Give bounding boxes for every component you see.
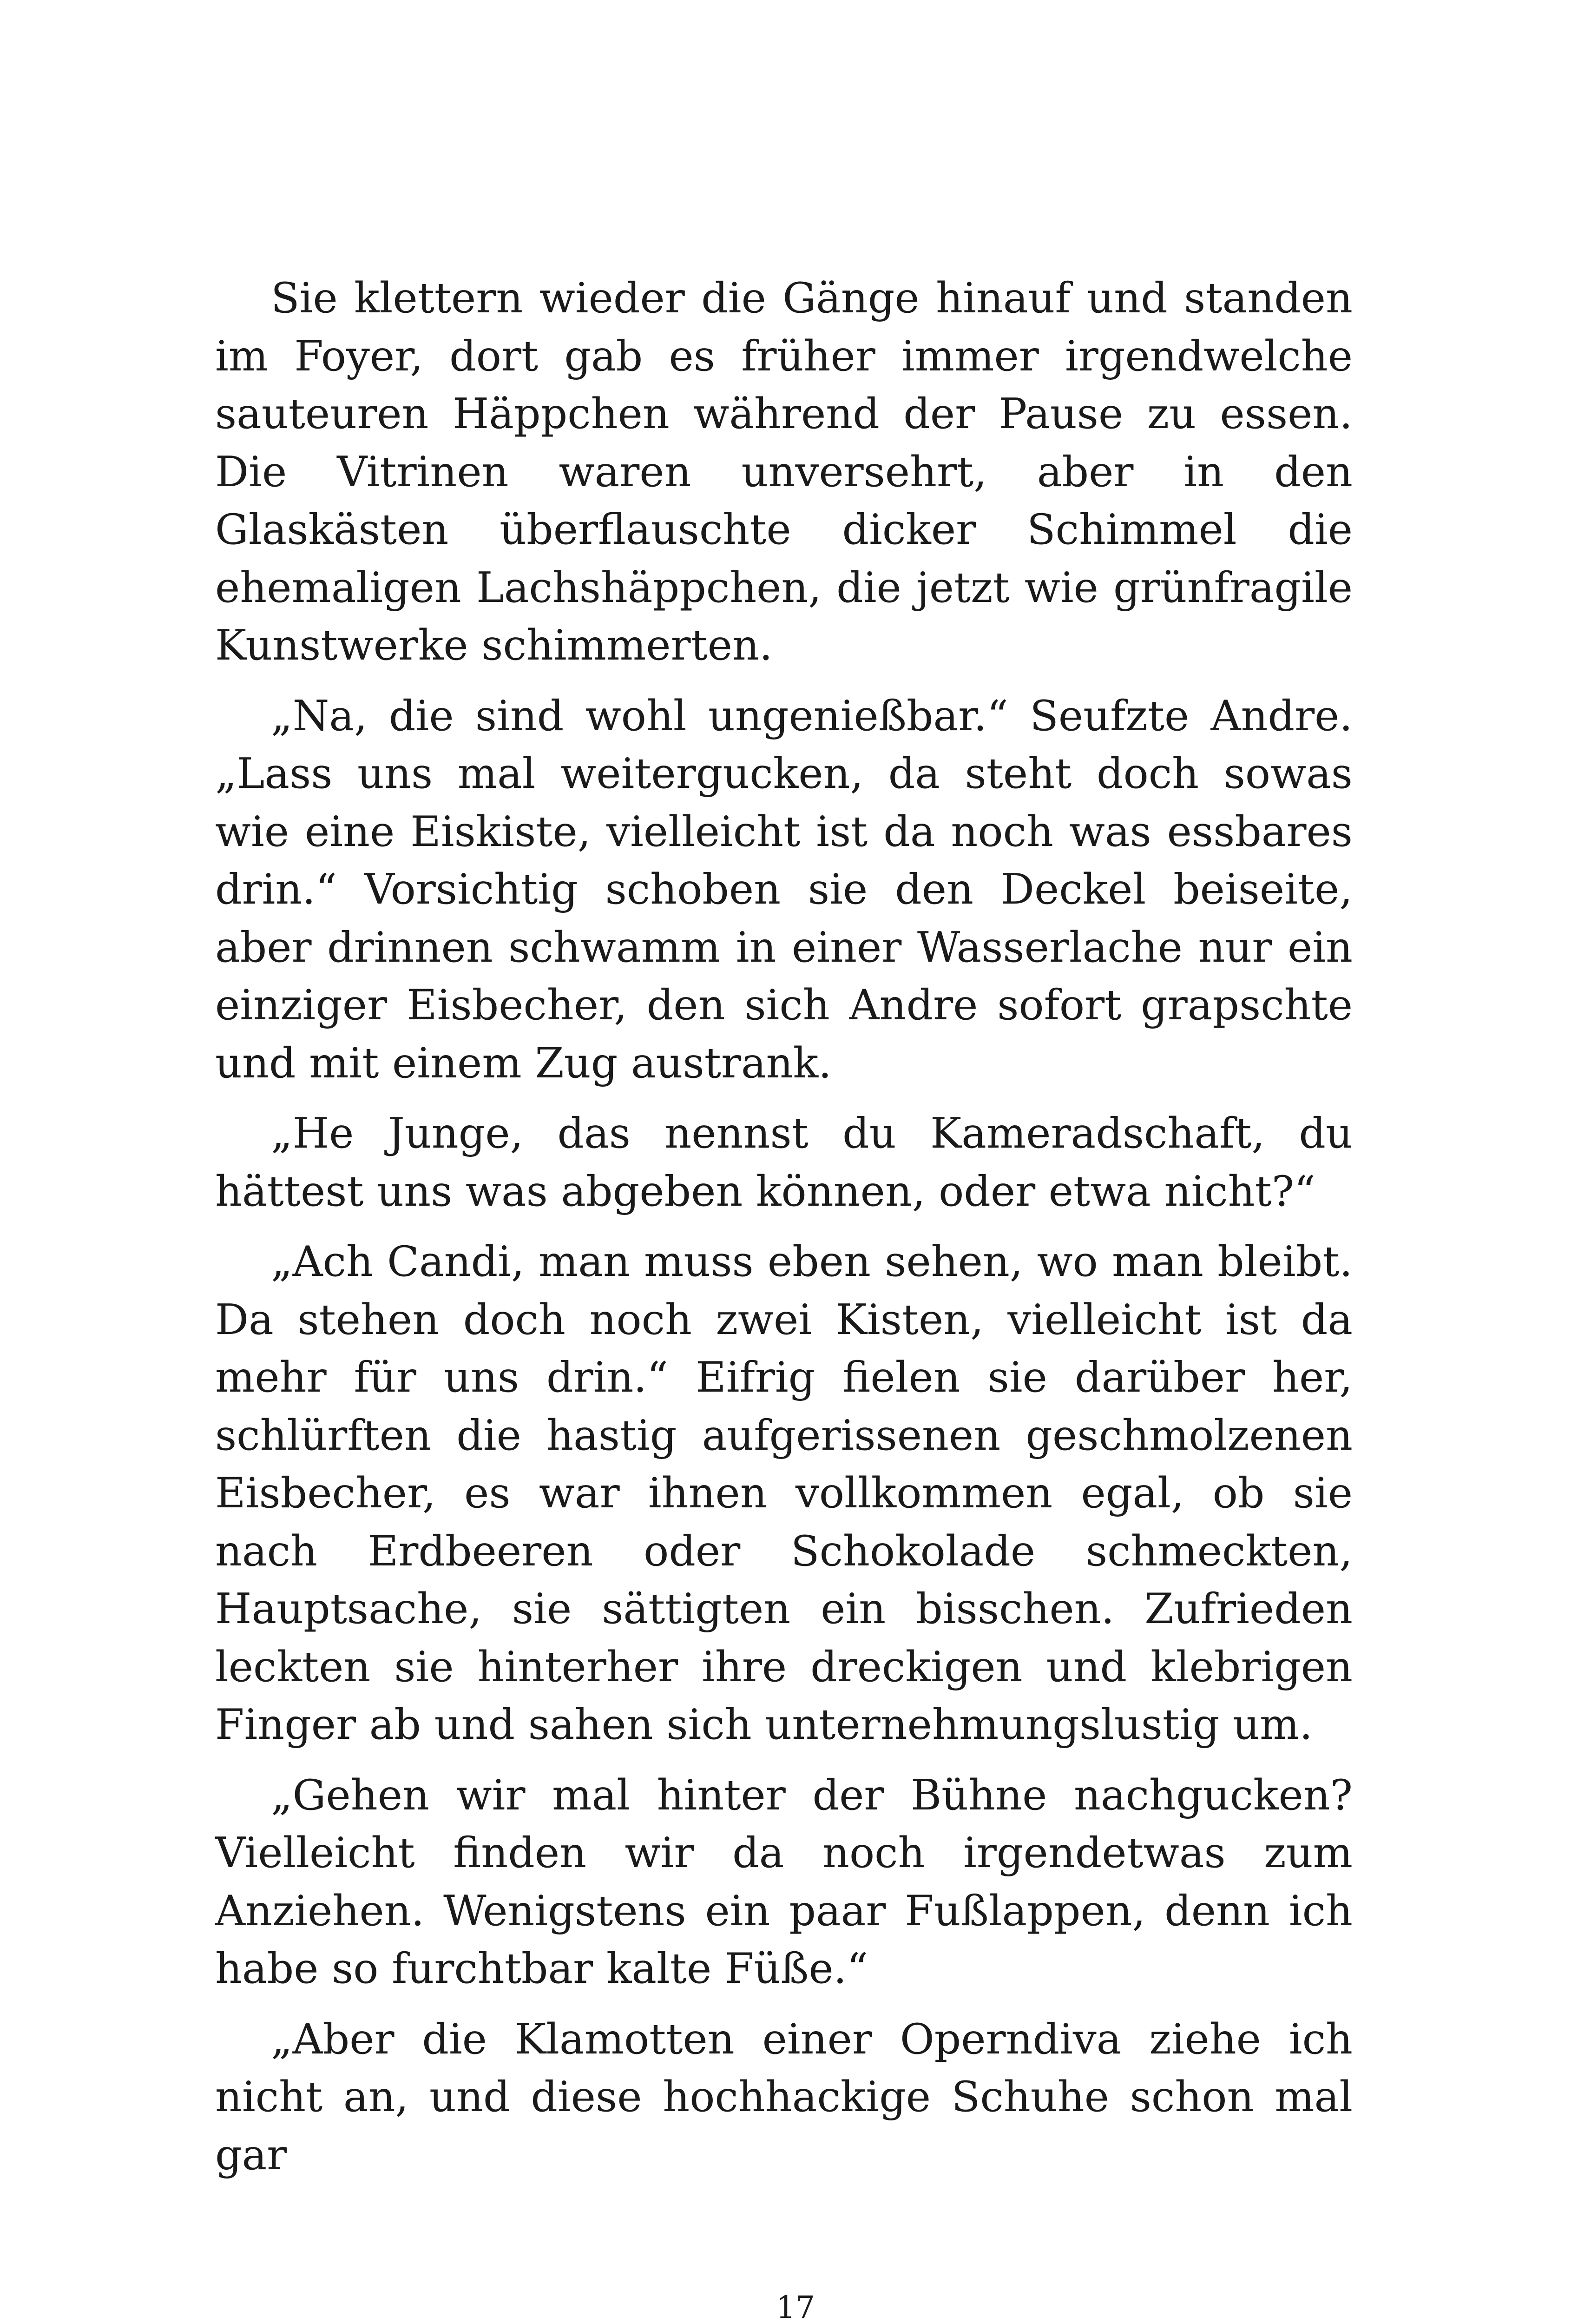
paragraph-candi: „Ach Candi, man muss eben sehen, wo man bleibt. Da stehen doch noch zwei Kisten, vielleicht ist da mehr für uns drin.“ Eifrig fielen sie darüber her, schlürften die hastig aufgerissenen geschmolzenen Eisbecher, es war ihnen vollkommen egal, ob sie nach Erdbeeren oder Schokolade schmeckten, Hauptsache, sie sättigten ein bisschen. Zufrieden leckten sie hinterher ihre dreckigen und klebrigen Finger ab und sahen sich unternehmungslustig um. (215, 1237, 1353, 1749)
page-number: 17 (776, 2290, 815, 2324)
paragraph-operndiva: „Aber die Klamotten einer Operndiva ziehe ich nicht an, und diese hochhackige Schuhe schon mal gar (215, 2014, 1353, 2179)
paragraph-buehne: „Gehen wir mal hinter der Bühne nachgucken? Vielleicht finden wir da noch irgendetwas zum Anziehen. Wenigstens ein paar Fußlappen, denn ich habe so furchtbar kalte Füße.“ (215, 1770, 1353, 1993)
body-text (215, 270, 1353, 2184)
paragraph-eiskiste: „Na, die sind wohl ungenießbar.“ Seufzte Andre. „Lass uns mal weitergucken, da steht doch sowas wie eine Eiskiste, vielleicht ist da noch was essbares drin.“ Vorsichtig schoben sie den Deckel beiseite, aber drinnen schwamm in einer Wasserlache nur ein einziger Eisbecher, den sich Andre sofort grapschte und mit einem Zug austrank. (215, 691, 1353, 1088)
paragraph-kameradschaft: „He Junge, das nennst du Kameradschaft, du hättest uns was abgeben können, oder etwa nicht?“ (215, 1109, 1353, 1216)
paragraph-foyer: Sie klettern wieder die Gänge hinauf und standen im Foyer, dort gab es früher immer irgendwelche sauteuren Häppchen während der Pause zu essen. Die Vitrinen waren unversehrt, aber in den Glaskästen überflauschte dicker Schimmel die ehemaligen Lachshäppchen, die jetzt wie grünfragile Kunstwerke schimmerten. (215, 274, 1353, 670)
